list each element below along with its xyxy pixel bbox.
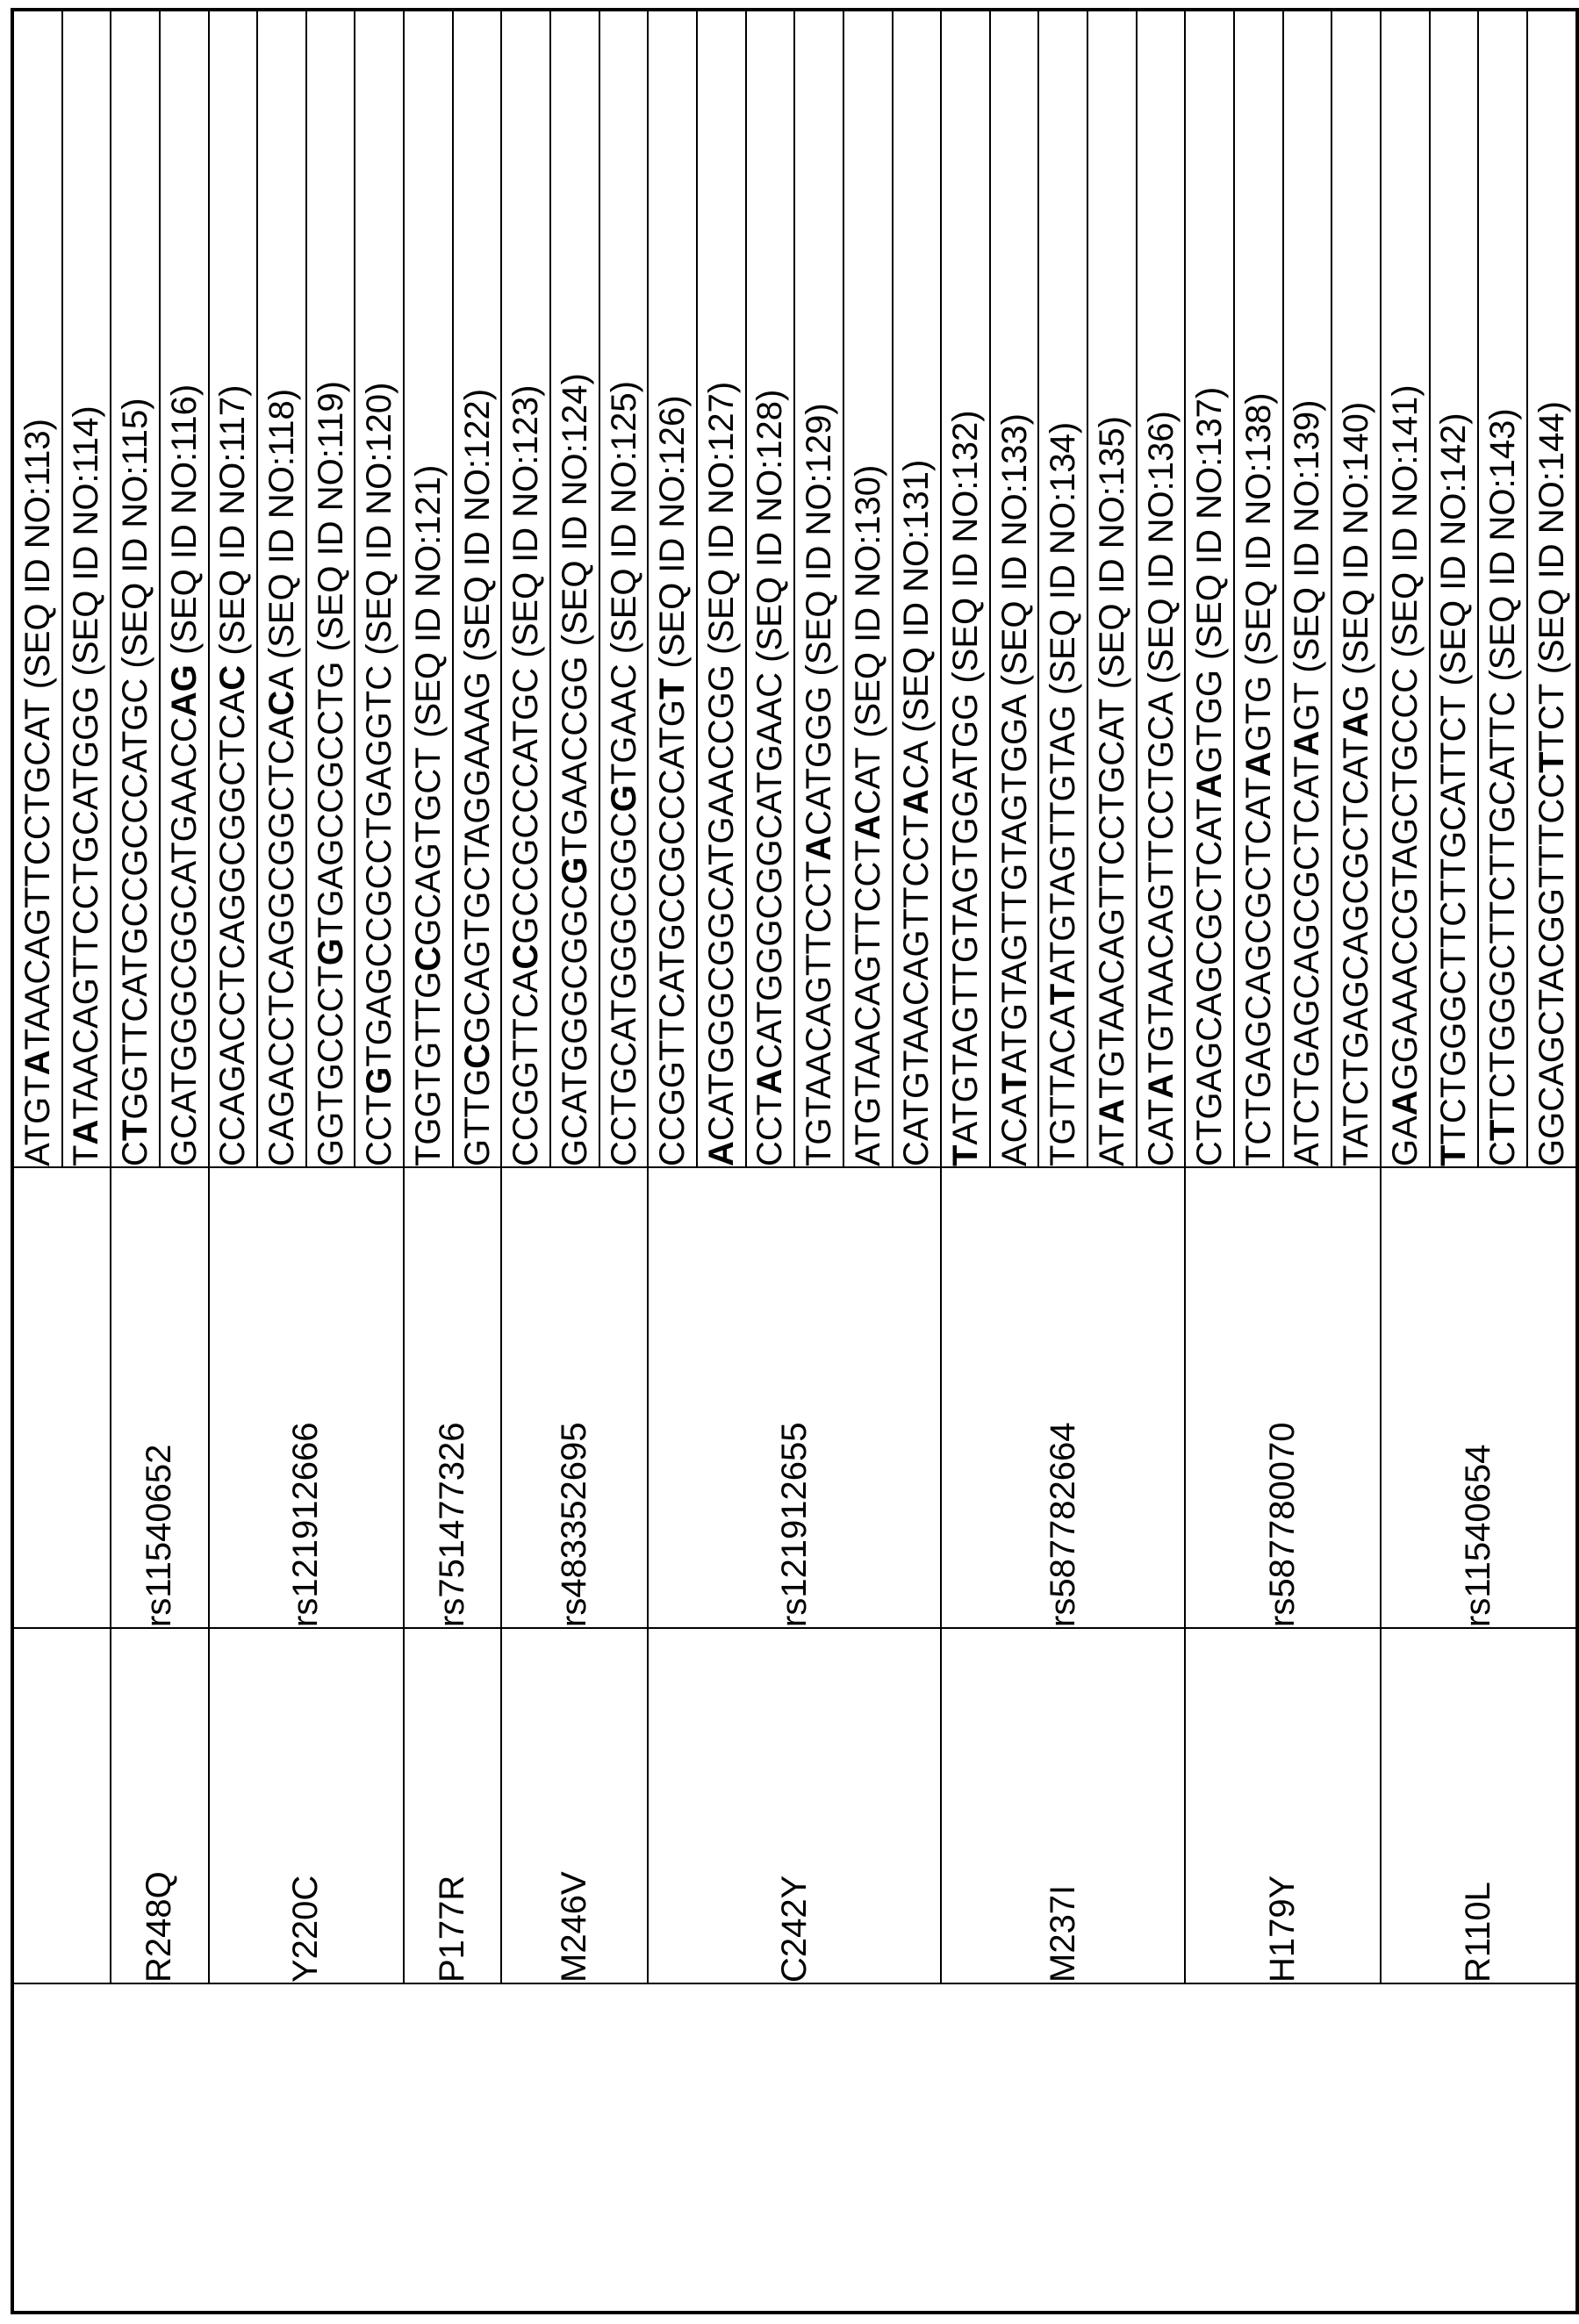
table-row xyxy=(648,10,697,2313)
sequence-prefix: ATGT xyxy=(18,1075,57,1166)
seq-id-label: (SEQ ID NO:133) xyxy=(994,413,1034,687)
rsid-cell: rs587780070 xyxy=(1185,1167,1381,1628)
sequence-cell xyxy=(501,10,550,1167)
sequence-prefix: CCGGTTCATGCCGCCCATG xyxy=(653,699,693,1166)
mutated-base: A xyxy=(1092,1098,1131,1124)
sequence-text xyxy=(897,742,936,1166)
mutation-cell: H179Y xyxy=(1185,1628,1381,1983)
sequence-suffix: CATGGGCGGCATGAACCGG xyxy=(701,664,741,1142)
sequence-cell xyxy=(1381,10,1430,1167)
sequence-text xyxy=(1483,692,1522,1166)
sequence-text xyxy=(653,678,692,1166)
sequence-cell xyxy=(599,10,649,1167)
seq-id-label: (SEQ ID NO:142) xyxy=(1434,412,1474,686)
mutated-base: A xyxy=(848,814,887,841)
sequence-prefix: TATCTGAGCAGCGCTCAT xyxy=(1337,737,1376,1166)
sequence-prefix: TGGTGTTG xyxy=(408,971,448,1166)
sequence-suffix: TGTAACAGTTCCTGCAT xyxy=(1092,699,1131,1099)
seq-id-label: (SEQ ID NO:124) xyxy=(555,373,594,647)
table-row xyxy=(501,10,550,2313)
table-row xyxy=(404,10,453,2313)
sequence-suffix: TAACAGTTCCTGCAT xyxy=(18,699,57,1051)
sequence-cell xyxy=(404,10,453,1167)
rsid-cell: rs11540652 xyxy=(111,1167,208,1628)
sequence-cell xyxy=(355,10,404,1167)
sequence-cell xyxy=(746,10,795,1167)
seq-id-label: (SEQ ID NO:130) xyxy=(848,464,887,738)
sequence-cell xyxy=(1331,10,1381,1167)
sequence-prefix: GCATGGGCGGCATGAACC xyxy=(164,717,204,1166)
sequence-text xyxy=(1044,705,1082,1166)
rsid-cell: rs587782664 xyxy=(941,1167,1185,1628)
sequence-suffix: ATGTAGTTGTAG xyxy=(1044,705,1083,984)
sequence-cell xyxy=(12,10,62,1167)
seq-id-label: (SEQ ID NO:114) xyxy=(67,405,106,677)
rsid-cell: rs121912666 xyxy=(209,1167,405,1628)
sequence-prefix: C xyxy=(116,1141,155,1166)
seq-id-label: (SEQ ID NO:138) xyxy=(1238,392,1278,666)
sequence-cell xyxy=(160,10,209,1167)
seq-id-label: (SEQ ID NO:128) xyxy=(750,389,790,663)
sequence-text xyxy=(165,664,204,1166)
seq-id-label: (SEQ ID NO:129) xyxy=(800,403,839,677)
sequence-prefix: CCT xyxy=(750,1094,790,1166)
sequence-prefix: ACA xyxy=(994,1094,1034,1166)
mutated-base: A xyxy=(1190,772,1230,799)
seq-id-label: (SEQ ID NO:140) xyxy=(1337,401,1376,675)
sequence-text xyxy=(67,686,105,1166)
sequence-prefix: ATGTAACAGTTCCT xyxy=(848,840,887,1166)
sequence-suffix: CAT xyxy=(848,747,887,815)
mutated-base: A xyxy=(800,835,839,861)
sequence-prefix: TGTTACA xyxy=(1044,1005,1083,1166)
sequence-text xyxy=(946,693,985,1166)
mutated-base: T xyxy=(653,678,693,700)
sequence-suffix: TCTGGGCTTCTTGCATTC xyxy=(1483,691,1523,1120)
mutation-cell: Y220C xyxy=(209,1628,405,1983)
sequence-text xyxy=(1093,699,1131,1166)
sequence-suffix: ATGTAGTTGTAGTGGATGG xyxy=(945,692,985,1145)
seq-id-label: (SEQ ID NO:121) xyxy=(408,464,448,738)
sequence-cell xyxy=(794,10,843,1167)
sequence-suffix: GGTTCATGCCGCCCATGC xyxy=(116,678,155,1120)
sequence-suffix: GCAGTGCTAGGAAAG xyxy=(457,671,497,1044)
sequence-suffix: TGAGCCGCCTG xyxy=(311,661,350,938)
mutated-base: A xyxy=(1337,712,1376,738)
sequence-cell xyxy=(550,10,599,1167)
mutation-cell: M246V xyxy=(501,1628,648,1983)
sequence-suffix: GCCGCCCATGC xyxy=(506,667,546,944)
sequence-text xyxy=(1190,670,1229,1166)
sequence-cell xyxy=(990,10,1039,1167)
sequence-cell xyxy=(1283,10,1332,1167)
sequence-text xyxy=(1288,683,1326,1166)
sequence-prefix: CTGAGCAGCGCTCAT xyxy=(1190,798,1230,1166)
mutated-base: G xyxy=(555,857,594,885)
sequence-prefix: AT xyxy=(1092,1123,1131,1166)
sequence-suffix: TGAACCGG xyxy=(555,656,594,857)
table-row xyxy=(1381,10,1430,2313)
sequence-text xyxy=(556,656,594,1166)
mutated-base: G xyxy=(604,785,643,813)
sequence-text xyxy=(360,665,398,1166)
seq-id-label: (SEQ ID NO:116) xyxy=(164,384,204,655)
sequence-prefix: CATGTAACAGTTCCT xyxy=(897,814,937,1166)
mutated-base: A xyxy=(1385,1090,1425,1116)
sequence-cell xyxy=(843,10,893,1167)
sequence-prefix: GTTG xyxy=(457,1068,497,1166)
sequence-suffix: TGAAC xyxy=(604,663,643,785)
seq-id-label: (SEQ ID NO:134) xyxy=(1044,421,1083,695)
seq-id-label: (SEQ ID NO:141) xyxy=(1385,384,1425,658)
sequence-suffix: GGAAACCGTAGCTGCCC xyxy=(1385,667,1425,1091)
sequence-text xyxy=(18,699,57,1166)
empty-column-cell xyxy=(12,1983,1577,2313)
mutated-base: C xyxy=(408,945,448,972)
sequence-table xyxy=(11,8,1579,2314)
mutated-base: C xyxy=(457,1044,497,1069)
sequence-cell xyxy=(1234,10,1283,1167)
sequence-suffix: G xyxy=(1337,685,1376,713)
sequence-cell xyxy=(1185,10,1234,1167)
sequence-cell xyxy=(62,10,111,1167)
sequence-suffix: CATGGG xyxy=(800,685,839,836)
sequence-cell xyxy=(257,10,306,1167)
seq-id-label: (SEQ ID NO:119) xyxy=(311,381,350,652)
seq-id-label: (SEQ ID NO:113) xyxy=(18,419,57,690)
rsid-cell: rs11540654 xyxy=(1381,1167,1577,1628)
sequence-suffix: TGAGCCGCCTGAGGTC xyxy=(360,664,399,1067)
sequence-text xyxy=(849,748,887,1166)
mutated-base: T xyxy=(1483,1119,1523,1142)
mutated-base: A xyxy=(1238,751,1278,778)
mutated-base: T xyxy=(1434,1144,1474,1166)
mutated-base: T xyxy=(945,1144,985,1166)
seq-id-label: (SEQ ID NO:127) xyxy=(701,381,741,655)
table-row xyxy=(111,10,160,2313)
mutated-base: A xyxy=(1288,730,1327,757)
sequence-suffix: GT xyxy=(1288,682,1327,731)
mutated-base: T xyxy=(1044,983,1083,1006)
table-row xyxy=(12,10,62,2313)
sequence-prefix: CAGACCTCAGGCGGCTCA xyxy=(262,715,302,1166)
mutated-base: AG xyxy=(164,664,204,718)
mutated-base: A xyxy=(701,1141,741,1166)
mutated-base: T xyxy=(1532,751,1571,773)
sequence-suffix: CATGGGCGGCATGAAC xyxy=(750,672,790,1069)
sequence-text xyxy=(116,678,154,1166)
sequence-prefix: ATCTGAGCAGCGCTCAT xyxy=(1288,756,1327,1166)
sequence-cell xyxy=(893,10,942,1167)
sequence-prefix: GGTGCCCT xyxy=(311,965,350,1166)
sequence-suffix: TAACAGTTCCTGCATGGG xyxy=(67,685,106,1120)
sequence-text xyxy=(213,665,252,1166)
sequence-text xyxy=(1239,676,1278,1166)
sequence-cell xyxy=(1527,10,1577,1167)
mutation-cell: C242Y xyxy=(648,1628,941,1983)
table-row xyxy=(1185,10,1234,2313)
seq-id-label: (SEQ ID NO:125) xyxy=(604,381,643,655)
sequence-prefix: CAT xyxy=(1141,1098,1181,1166)
sequence-suffix: TGTAACAGTTCCTGCA xyxy=(1141,693,1181,1074)
sequence-text xyxy=(1434,696,1473,1166)
mutated-base: T xyxy=(994,1072,1034,1094)
sequence-suffix: TCTGGGCTTCTTGCATTCT xyxy=(1434,695,1474,1145)
rsid-cell xyxy=(12,1167,111,1628)
mutated-base: A xyxy=(897,789,937,815)
sequence-text xyxy=(312,661,350,1166)
sequence-text xyxy=(262,669,301,1166)
mutated-base: C xyxy=(262,690,302,716)
sequence-text xyxy=(506,668,545,1166)
mutation-cell: R110L xyxy=(1381,1628,1577,1983)
mutation-cell: M237I xyxy=(941,1628,1185,1983)
sequence-text xyxy=(995,696,1034,1166)
sequence-prefix: CCT xyxy=(360,1094,399,1166)
sequence-cell xyxy=(209,10,258,1167)
seq-id-label: (SEQ ID NO:117) xyxy=(213,384,253,656)
sequence-text xyxy=(750,672,789,1166)
sequence-text xyxy=(800,686,838,1166)
sequence-suffix: GTG xyxy=(1238,675,1278,752)
seq-id-label: (SEQ ID NO:118) xyxy=(262,388,302,660)
sequence-prefix: GCATGGGCGGC xyxy=(555,884,594,1166)
sequence-text xyxy=(409,748,448,1166)
seq-id-label: (SEQ ID NO:122) xyxy=(457,388,497,663)
sequence-suffix: GCAGTGCT xyxy=(408,747,448,946)
seq-id-label: (SEQ ID NO:136) xyxy=(1141,411,1181,685)
mutated-base: A xyxy=(67,1119,106,1145)
sequence-prefix: T xyxy=(67,1144,106,1166)
sequence-prefix: CCAGACCTCAGGCGGCTCA xyxy=(213,690,253,1166)
sequence-prefix: CCGGTTCA xyxy=(506,969,546,1166)
sequence-cell xyxy=(648,10,697,1167)
sequence-prefix: CCTGCATGGGCGGC xyxy=(604,812,643,1166)
sequence-prefix: GGCAGCTACGGTTTCC xyxy=(1532,772,1571,1166)
seq-id-label: (SEQ ID NO:131) xyxy=(897,459,937,733)
mutated-base: A xyxy=(1141,1073,1181,1099)
sequence-prefix: TGTAACAGTTCCT xyxy=(800,860,839,1166)
rsid-cell: rs751477326 xyxy=(404,1167,501,1628)
sequence-cell xyxy=(941,10,990,1167)
mutated-base: A xyxy=(750,1068,790,1094)
sequence-cell xyxy=(1430,10,1479,1167)
mutation-cell: P177R xyxy=(404,1628,501,1983)
seq-id-label: (SEQ ID NO:143) xyxy=(1483,408,1523,682)
sequence-suffix: ATGTAGTTGTAGTGGA xyxy=(994,696,1034,1073)
sequence-suffix: A xyxy=(262,669,302,691)
mutation-cell: R248Q xyxy=(111,1628,208,1983)
sequence-text xyxy=(702,664,741,1166)
rotated-table-container xyxy=(11,11,1571,2314)
seq-id-label: (SEQ ID NO:120) xyxy=(360,382,399,656)
sequence-cell xyxy=(306,10,355,1167)
sequence-prefix: TCTGAGCAGCGCTCAT xyxy=(1238,777,1278,1166)
seq-id-label: (SEQ ID NO:139) xyxy=(1288,399,1327,673)
sequence-cell xyxy=(1137,10,1186,1167)
seq-id-label: (SEQ ID NO:123) xyxy=(506,384,546,658)
table-row xyxy=(209,10,258,2313)
seq-id-label: (SEQ ID NO:137) xyxy=(1190,386,1230,660)
mutated-base: G xyxy=(360,1066,399,1094)
sequence-cell xyxy=(453,10,502,1167)
sequence-text xyxy=(1386,668,1425,1166)
mutation-cell xyxy=(12,1628,111,1983)
seq-id-label: (SEQ ID NO:115) xyxy=(116,398,155,669)
seq-id-label: (SEQ ID NO:126) xyxy=(653,395,693,669)
sequence-text xyxy=(1532,684,1571,1166)
sequence-text xyxy=(1142,693,1181,1166)
sequence-cell xyxy=(1478,10,1527,1167)
seq-id-label: (SEQ ID NO:132) xyxy=(945,410,985,684)
sequence-cell xyxy=(111,10,160,1167)
mutated-base: C xyxy=(213,664,253,691)
sequence-prefix: C xyxy=(1483,1141,1523,1166)
sequence-cell xyxy=(1087,10,1137,1167)
sequence-text xyxy=(605,663,643,1166)
sequence-suffix: GTGG xyxy=(1190,670,1230,773)
seq-id-label: (SEQ ID NO:144) xyxy=(1532,401,1571,675)
sequence-cell xyxy=(1038,10,1087,1167)
sequence-cell xyxy=(697,10,746,1167)
rsid-cell: rs121912655 xyxy=(648,1167,941,1628)
seq-id-label: (SEQ ID NO:135) xyxy=(1092,416,1131,690)
sequence-prefix: GA xyxy=(1385,1115,1425,1166)
sequence-suffix: TCT xyxy=(1532,684,1571,752)
sequence-table-body xyxy=(12,10,1577,2313)
table-row xyxy=(941,10,990,2313)
sequence-text xyxy=(1337,685,1375,1166)
mutated-base: T xyxy=(116,1119,155,1142)
mutated-base: C xyxy=(506,943,546,970)
sequence-suffix: CA xyxy=(897,742,937,790)
mutated-base: A xyxy=(18,1050,57,1076)
mutated-base: G xyxy=(311,938,350,966)
rsid-cell: rs483352695 xyxy=(501,1167,648,1628)
sequence-text xyxy=(458,671,497,1166)
